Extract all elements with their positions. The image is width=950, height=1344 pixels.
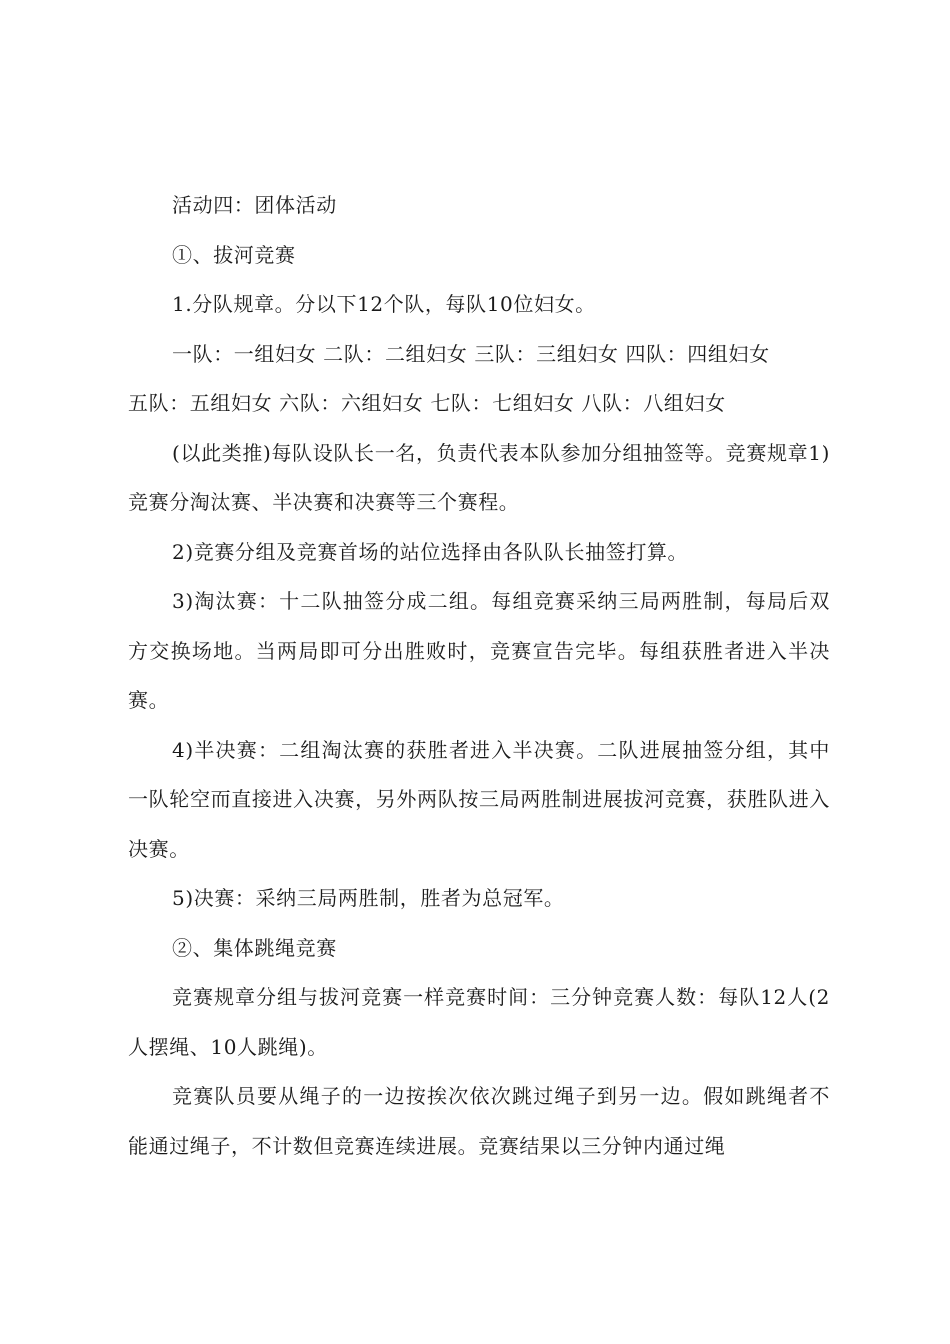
paragraph-rope-rules: 竞赛规章分组与拔河竞赛一样竞赛时间：三分钟竞赛人数：每队12人(2人摆绳、10人跳绳)。 [128,985,830,1059]
paragraph-rule-2: 2)竞赛分组及竞赛首场的站位选择由各队队长抽签打算。 [172,539,689,564]
subsection-heading-group-rope-skipping: ②、集体跳绳竞赛 [172,935,337,960]
paragraph-rule-3: 3)淘汰赛：十二队抽签分成二组。每组竞赛采纳三局两胜制，每局后双方交换场地。当两局即可分出胜败时，竞赛宣告完毕。每组获胜者进入半决赛。 [128,589,830,712]
paragraph-team-rules: 1.分队规章。分以下12个队，每队10位妇女。 [172,292,596,316]
paragraph-team-list-1: 一队：一组妇女 二队：二组妇女 三队：三组妇女 四队：四组妇女 [172,341,770,366]
section-heading-activity-four: 活动四：团体活动 [172,193,337,217]
paragraph-rule-5: 5)决赛：采纳三局两胜制，胜者为总冠军。 [172,886,565,910]
paragraph-team-list-2: 五队：五组妇女 六队：六组妇女 七队：七组妇女 八队：八组妇女 [128,391,726,415]
subsection-heading-tug-of-war: ①、拔河竞赛 [172,242,296,267]
paragraph-rule-4: 4)半决赛：二组淘汰赛的获胜者进入半决赛。二队进展抽签分组，其中一队轮空而直接进入决赛，另外两队按三局两胜制进展拔河竞赛，获胜队进入决赛。 [128,737,830,861]
document-body [128,181,830,1171]
paragraph-rope-procedure: 竞赛队员要从绳子的一边按挨次依次跳过绳子到另一边。假如跳绳者不能通过绳子，不计数但竞赛连续进展。竞赛结果以三分钟内通过绳 [128,1084,830,1158]
paragraph-captain-and-rules: (以此类推)每队设队长一名，负责代表本队参加分组抽签等。竞赛规章1)竞赛分淘汰赛、半决赛和决赛等三个赛程。 [128,440,830,514]
